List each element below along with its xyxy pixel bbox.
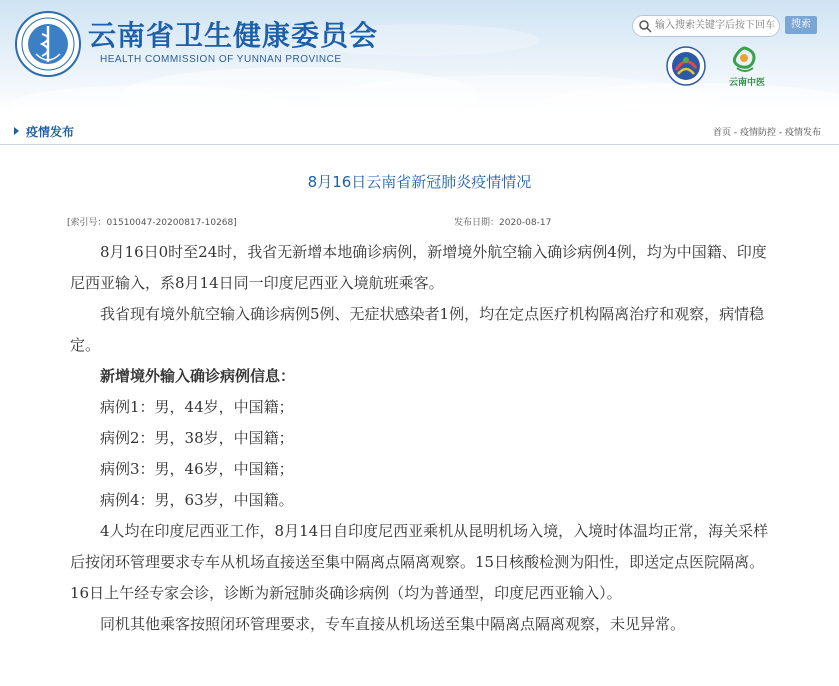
case-item: 病例2：男，38岁，中国籍； — [100, 429, 294, 447]
health-emblem-icon[interactable] — [14, 10, 82, 78]
tcm-logo-text: 云南中医 — [728, 78, 765, 88]
search-button[interactable]: 搜索 — [785, 16, 817, 34]
index-number: [索引号：01510047-20200817-10268] — [67, 218, 237, 228]
site-subtitle: HEALTH COMMISSION OF YUNNAN PROVINCE — [100, 54, 342, 65]
arrow-right-icon — [14, 127, 19, 135]
case-item: 病例4：男，63岁，中国籍。 — [100, 491, 294, 509]
case-list-heading: 新增境外输入确诊病例信息： — [100, 367, 296, 385]
paragraph: 4人均在印度尼西亚工作，8月14日自印度尼西亚乘机从昆明机场入境，入境时体温均正常，海关采样后按闭环管理要求专车从机场直接送至集中隔离点隔离观察。15日核酸检测为阳性，即送定点医院隔离。16日上午经专家会诊，诊断为新冠肺炎确诊病例（均为普通型，印度尼西亚输入）。 — [70, 522, 769, 602]
yunnan-logo-icon[interactable] — [666, 46, 706, 86]
search-icon — [638, 19, 652, 33]
paragraph: 我省现有境外航空输入确诊病例5例、无症状感染者1例，均在定点医疗机构隔离治疗和观察，病情稳定。 — [70, 305, 765, 354]
section-nav — [0, 120, 839, 145]
paragraph: 同机其他乘客按照闭环管理要求，专车直接从机场送至集中隔离点隔离观察，未见异常。 — [100, 615, 686, 633]
breadcrumb[interactable]: 首页 - 疫情防控 - 疫情发布 — [713, 128, 821, 138]
section-title[interactable]: 疫情发布 — [26, 125, 75, 139]
article-body — [70, 237, 774, 640]
site-title: 云南省卫生健康委员会 — [88, 19, 379, 52]
publish-date: 发布日期：2020-08-17 — [454, 218, 552, 228]
case-item: 病例3：男，46岁，中国籍； — [100, 460, 294, 478]
search-box[interactable] — [632, 15, 780, 37]
search-input[interactable] — [655, 18, 775, 33]
site-header — [0, 0, 839, 112]
case-item: 病例1：男，44岁，中国籍； — [100, 398, 294, 416]
paragraph: 8月16日0时至24时，我省无新增本地确诊病例，新增境外航空输入确诊病例4例，均为中国籍、印度尼西亚输入，系8月14日同一印度尼西亚入境航班乘客。 — [70, 243, 767, 292]
article-title: 8月16日云南省新冠肺炎疫情情况 — [307, 173, 532, 191]
